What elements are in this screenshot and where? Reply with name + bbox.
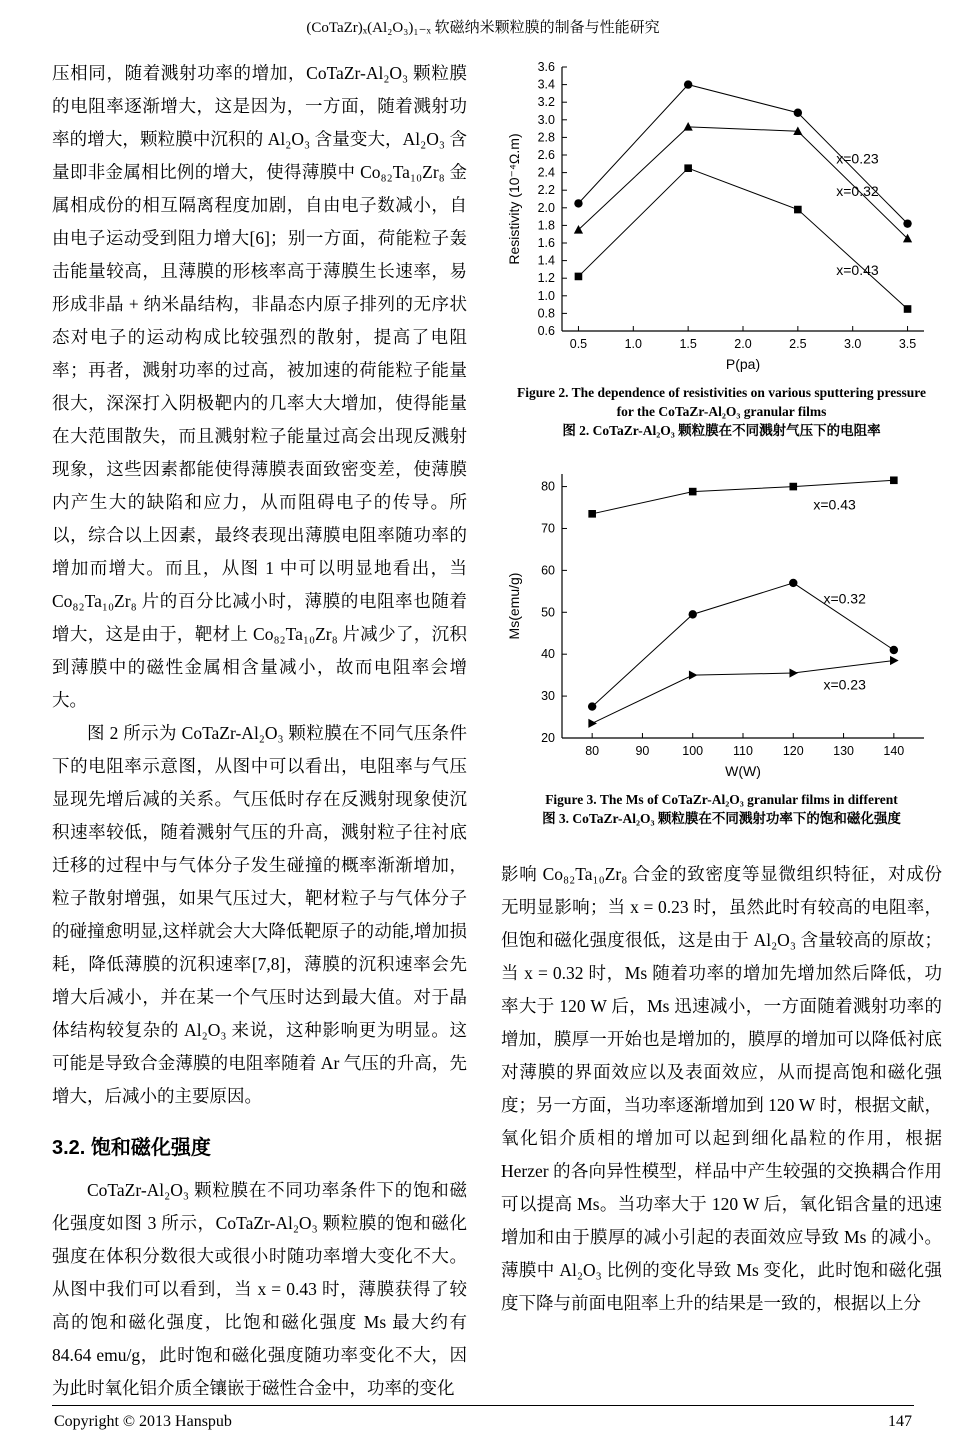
data-point-marker <box>794 206 802 214</box>
data-point-marker <box>683 80 691 88</box>
x-tick-label: 2.0 <box>733 337 752 351</box>
figure-2 <box>501 57 942 440</box>
y-tick-label: 3.2 <box>537 95 555 110</box>
data-point-marker <box>789 483 797 491</box>
figure-3 <box>501 464 942 828</box>
data-point-marker <box>890 476 898 484</box>
x-tick-label: 130 <box>832 744 854 758</box>
resistivity-vs-pressure-chart <box>504 57 940 375</box>
right-column <box>501 57 942 1405</box>
y-tick-label: 1.0 <box>537 288 555 303</box>
y-tick-label: 0.6 <box>537 324 555 338</box>
running-title: (CoTaZr)ₓ(Al₂O₃)₁₋ₓ 软磁纳米颗粒膜的制备与性能研究 <box>306 20 660 36</box>
x-tick-label: 3.5 <box>898 337 916 351</box>
x-tick-label: 3.0 <box>843 337 861 351</box>
left-column <box>52 57 467 1405</box>
y-axis-label: Resistivity (10⁻⁴Ω.m) <box>505 133 522 265</box>
data-point-marker <box>793 109 801 117</box>
data-point-marker <box>587 702 595 710</box>
y-tick-label: 2.6 <box>537 148 555 162</box>
data-point-marker <box>789 579 797 587</box>
x-tick-label: 90 <box>634 744 649 758</box>
figure-2-caption-zh: 图 2. CoTaZr-Al₂O₃ 颗粒膜在不同溅射气压下的电阻率 <box>562 423 881 438</box>
data-point-marker <box>688 671 697 680</box>
x-tick-label: 110 <box>732 744 753 758</box>
y-tick-label: 1.8 <box>537 218 555 233</box>
x-tick-label: 2.5 <box>788 337 807 351</box>
data-point-marker <box>903 305 911 313</box>
body-paragraph-3: CoTaZr-Al₂O₃ 颗粒膜在不同功率条件下的饱和磁化强度如图 3 所示，CoTaZr-Al₂O₃ 颗粒膜的饱和磁化强度在体积分数很大或很小时随功率增大变化不大。从图中我们可以看到，当 x = 0.43 时，薄膜获得了较高的饱和磁化强度，比饱和磁化强度 Ms 最大约有 84.64 emu/g，此时饱和磁化强度随功率变化不大，因为此时氧化铝介质全镶嵌于磁性合金中，功率的变化 <box>52 1180 467 1398</box>
data-point-marker <box>574 199 582 207</box>
y-tick-label: 1.6 <box>537 236 555 250</box>
y-tick-label: 50 <box>540 605 555 620</box>
y-tick-label: 30 <box>540 689 555 704</box>
series-label: x=0.23 <box>822 676 866 693</box>
figure-3-caption-en: Figure 3. The Ms of CoTaZr-Al₂O₃ granular films in different <box>545 792 898 807</box>
x-tick-label: 1.0 <box>624 337 642 351</box>
x-tick-label: 80 <box>584 744 599 758</box>
x-axis-label: W(W) <box>724 763 761 779</box>
y-tick-label: 3.6 <box>537 60 555 74</box>
y-tick-label: 0.8 <box>537 306 555 321</box>
y-tick-label: 20 <box>540 731 555 745</box>
x-tick-label: 0.5 <box>569 337 587 351</box>
data-point-marker <box>889 646 897 654</box>
page-header <box>52 10 914 57</box>
y-tick-label: 2.4 <box>537 165 555 180</box>
y-tick-label: 60 <box>540 563 555 578</box>
data-point-marker <box>683 122 692 131</box>
y-tick-label: 40 <box>540 647 555 662</box>
figure-2-caption-en: Figure 2. The dependence of resistivities on various sputtering pressure for the CoTaZr-Al₂O₃ granular films <box>516 385 926 419</box>
page-footer <box>52 1405 914 1443</box>
y-tick-label: 80 <box>540 479 555 494</box>
y-tick-label: 70 <box>540 521 555 536</box>
data-point-marker <box>574 273 582 281</box>
body-paragraph-4: 影响 Co₈₂Ta₁₀Zr₈ 合金的致密度等显微组织特征，对成份无明显影响；当 x = 0.23 时，虽然此时有较高的电阻率，但饱和磁化强度很低，这是由于 Al₂O₃ 含量较高的原故；当 x = 0.32 时，Ms 随着功率的增加先增加然后降低，功率大于 120 W 后，Ms 迅速减小，一方面随着溅射功率的增加，膜厚一开始也是增加的，膜厚的增加可以降低衬底对薄膜的界面效应以及表面效应，从而提高饱和磁化强度；另一方面，当功率逐渐增加到 120 W 时，根据文献，氧化铝介质相的增加可以起到细化晶粒的作用，根据 Herzer 的各向异性模型，样品中产生较强的交换耦合作用可以提高 Ms。当功率大于 120 W 后，氧化铝含量的迅速增加和由于膜厚的减小引起的表面效应导致 Ms 的减小。薄膜中 Al₂O₃ 比例的变化导致 Ms 变化，此时饱和磁化强度下降与前面电阻率上升的结果是一致的，根据以上分 <box>501 864 942 1313</box>
copyright-text: Copyright © 2013 Hanspub <box>54 1413 232 1430</box>
y-axis-label: Ms(emu/g) <box>505 572 522 640</box>
series-label: x=0.43 <box>812 496 856 513</box>
y-tick-label: 2.2 <box>537 183 555 198</box>
page-number: 147 <box>888 1413 912 1430</box>
figure-2-caption <box>510 383 934 440</box>
data-point-marker <box>588 719 597 728</box>
series-label: x=0.32 <box>835 182 879 199</box>
body-paragraph-2: 图 2 所示为 CoTaZr-Al₂O₃ 颗粒膜在不同气压条件下的电阻率示意图，从图中可以看出，电阻率与气压显现先增后减的关系。气压低时存在反溅射现象使沉积速率较低，随着溅射气压的升高，溅射粒子往衬底迁移的过程中与气体分子发生碰撞的概率渐渐增加，粒子散射增强，如果气压过大，靶材粒子与气体分子的碰撞愈明显,这样就会大大降低靶原子的动能,增加损耗，降低薄膜的沉积速率[7,8]，薄膜的沉积速率会先增大后减小，并在某一个气压时达到最大值。对于晶体结构较复杂的 Al₂O₃ 来说，这种影响更为明显。这可能是导致合金薄膜的电阻率随着 Ar 气压的升高，先增大，后减小的主要原因。 <box>52 723 467 1106</box>
series-label: x=0.23 <box>835 150 879 167</box>
data-point-marker <box>890 656 899 665</box>
series-label: x=0.32 <box>822 590 866 607</box>
x-tick-label: 140 <box>882 744 904 758</box>
y-tick-label: 2.0 <box>537 200 555 215</box>
data-point-marker <box>789 668 798 677</box>
x-axis-label: P(pa) <box>725 356 760 372</box>
data-point-marker <box>688 610 696 618</box>
data-point-marker <box>684 164 692 172</box>
section-heading: 3.2. 饱和磁化强度 <box>52 1137 211 1159</box>
data-point-marker <box>903 219 911 227</box>
x-tick-label: 1.5 <box>678 337 697 351</box>
x-tick-label: 120 <box>782 744 804 758</box>
figure-3-caption-zh: 图 3. CoTaZr-Al₂O₃ 颗粒膜在不同溅射功率下的饱和磁化强度 <box>542 811 901 826</box>
y-tick-label: 3.4 <box>537 77 555 92</box>
data-point-marker <box>588 510 596 518</box>
x-tick-label: 100 <box>681 744 703 758</box>
y-tick-label: 1.4 <box>537 253 555 268</box>
body-paragraph-1: 压相同，随着溅射功率的增加，CoTaZr-Al₂O₃ 颗粒膜的电阻率逐渐增大，这是因为，一方面，随着溅射功率的增大，颗粒膜中沉积的 Al₂O₃ 含量变大，Al₂O₃ 含量即非金属相比例的增大，使得薄膜中 Co₈₂Ta₁₀Zr₈ 金属相成份的相互隔离程度加剧，自由电子数减小，自由电子运动受到阻力增大[6]；别一方面，荷能粒子轰击能量较高，且薄膜的形核率高于薄膜生长速率，易形成非晶 + 纳米晶结构，非晶态内原子排列的无序状态对电子的运动构成比较强烈的散射，提高了电阻率；再者，溅射功率的过高，被加速的荷能粒子能量很大，深深打入阴极靶内的几率大大增加，使得能量在大范围散失，而且溅射粒子能量过高会出现反溅射现象，这些因素都能使得薄膜表面致密变差，使薄膜内产生大的缺陷和应力，从而阻碍电子的传导。所以，综合以上因素，最终表现出薄膜电阻率随功率的增加而增大。而且，从图 1 中可以明显地看出，当 Co₈₂Ta₁₀Zr₈ 片的百分比减小时，薄膜的电阻率也随着增大，这是由于，靶材上 Co₈₂Ta₁₀Zr₈ 片减少了，沉积到薄膜中的磁性金属相含量减小，故而电阻率会增大。 <box>52 63 467 710</box>
figure-3-caption <box>510 790 934 828</box>
y-tick-label: 1.2 <box>537 271 555 286</box>
data-point-marker <box>688 488 696 496</box>
two-column-layout <box>52 57 942 1405</box>
series-label: x=0.43 <box>835 262 879 279</box>
y-tick-label: 2.8 <box>537 130 555 145</box>
ms-vs-power-chart <box>504 464 940 782</box>
y-tick-label: 3.0 <box>537 112 555 127</box>
